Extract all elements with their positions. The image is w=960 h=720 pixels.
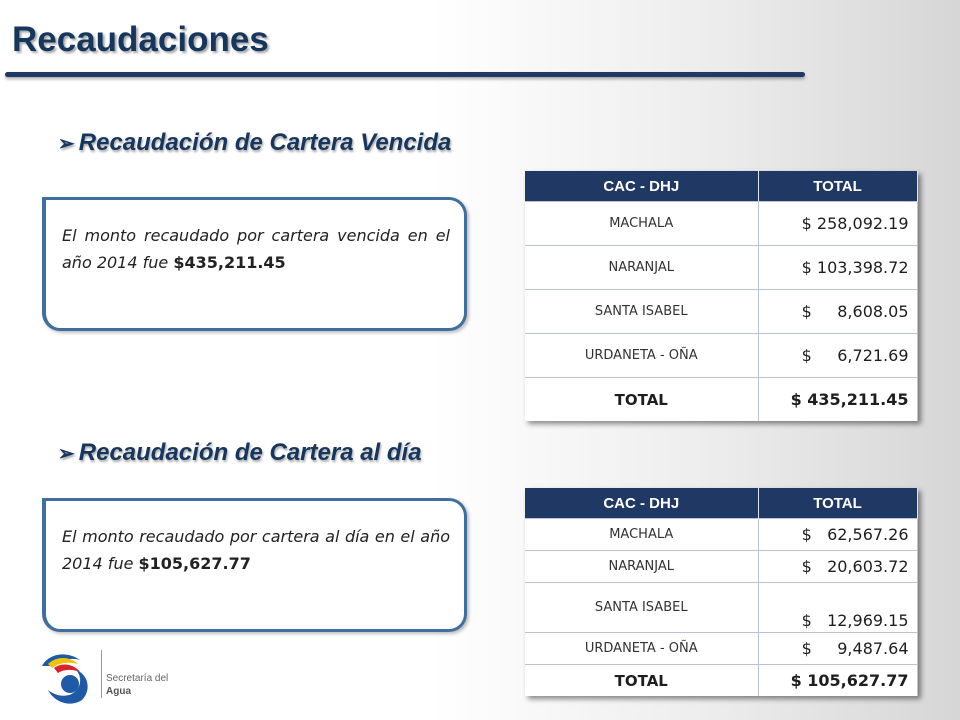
row-name: NARANJAL [525, 246, 758, 290]
table-row [525, 583, 917, 633]
callout-amount: $105,627.77 [138, 554, 251, 573]
column-header-cac: CAC - DHJ [525, 488, 758, 519]
table-cartera-vencida [525, 171, 918, 421]
column-header-total: TOTAL [758, 171, 917, 202]
section-heading-cartera-vencida [58, 129, 451, 157]
arrow-bullet-icon: ➢ [58, 133, 75, 155]
table-row [525, 202, 917, 246]
row-value: $ 103,398.72 [758, 246, 917, 290]
row-name: SANTA ISABEL [525, 583, 758, 633]
logo-text [106, 672, 168, 698]
logo-line-2: Agua [106, 686, 131, 697]
row-value: $ 12,969.15 [758, 583, 917, 633]
logo-divider [101, 650, 102, 698]
title-underline [5, 72, 805, 77]
callout-amount: $435,211.45 [173, 253, 286, 272]
row-name: URDANETA - OÑA [525, 334, 758, 378]
callout-text [46, 501, 464, 577]
table-row [525, 290, 917, 334]
table-row [525, 334, 917, 378]
row-value: $ 62,567.26 [758, 519, 917, 551]
row-value: $ 6,721.69 [758, 334, 917, 378]
row-name: NARANJAL [525, 551, 758, 583]
table-row [525, 519, 917, 551]
total-value: $ 435,211.45 [758, 378, 917, 422]
row-value: $ 8,608.05 [758, 290, 917, 334]
row-value: $ 9,487.64 [758, 633, 917, 665]
row-name: SANTA ISABEL [525, 290, 758, 334]
arrow-bullet-icon: ➢ [58, 443, 75, 465]
row-name: URDANETA - OÑA [525, 633, 758, 665]
column-header-cac: CAC - DHJ [525, 171, 758, 202]
row-name: MACHALA [525, 519, 758, 551]
table-row [525, 633, 917, 665]
logo-line-1: Secretaría del [106, 673, 169, 684]
table-total-row [525, 378, 917, 422]
section-heading-cartera-al-dia [58, 439, 422, 467]
table-row [525, 246, 917, 290]
row-name: MACHALA [525, 202, 758, 246]
section-heading-text: Recaudación de Cartera Vencida [78, 129, 452, 156]
callout-sentence: El monto recaudado por cartera al día en el año 2014 fue [62, 527, 450, 573]
callout-sentence: El monto recaudado por cartera vencida en el año 2014 fue [62, 226, 450, 272]
row-value: $ 20,603.72 [758, 551, 917, 583]
section-heading-text: Recaudación de Cartera al día [78, 439, 422, 466]
row-value: $ 258,092.19 [758, 202, 917, 246]
callout-cartera-vencida [42, 197, 467, 331]
table-row [525, 551, 917, 583]
callout-text [46, 200, 464, 276]
table-total-row [525, 665, 917, 697]
total-label: TOTAL [525, 665, 758, 697]
callout-cartera-al-dia [42, 498, 467, 632]
page-title: Recaudaciones [12, 20, 269, 59]
total-value: $ 105,627.77 [758, 665, 917, 697]
table-cartera-al-dia [525, 488, 918, 696]
column-header-total: TOTAL [758, 488, 917, 519]
total-label: TOTAL [525, 378, 758, 422]
